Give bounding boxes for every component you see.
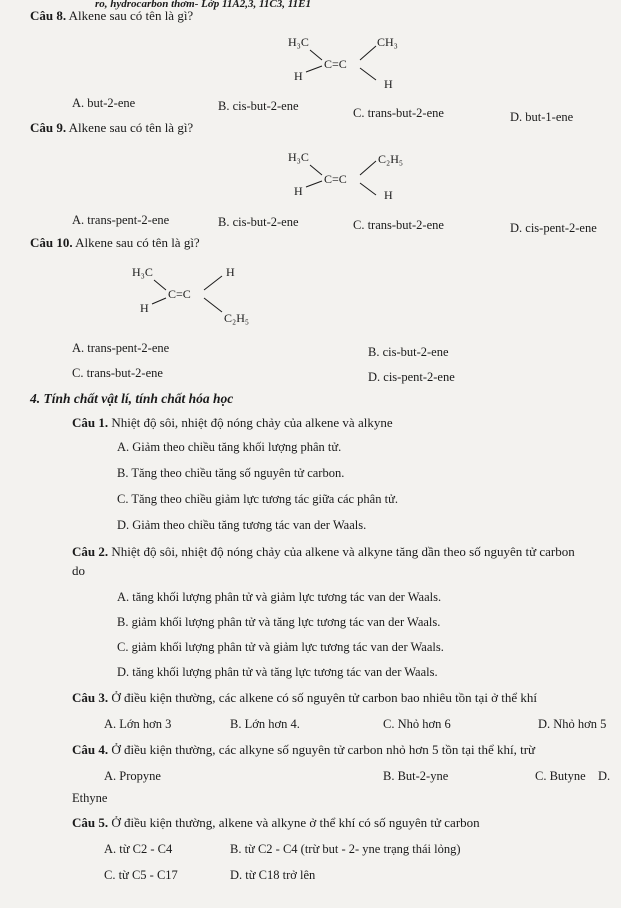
p-question-4-text: Ở điều kiện thường, các alkyne số nguyên tử carbon nhỏ hơn 5 tồn tại thể khí, trừ bbox=[111, 742, 536, 757]
p-question-5-title bbox=[72, 815, 480, 831]
q8-group-top-left: H₃C bbox=[288, 35, 309, 49]
q10-option-b[interactable]: B. cis-but-2-ene bbox=[368, 345, 449, 359]
q9-group-bottom-right: H bbox=[384, 188, 393, 202]
p3-option-c[interactable]: C. Nhỏ hơn 6 bbox=[383, 717, 451, 731]
p2-option-d[interactable]: D. tăng khối lượng phân tử và tăng lực tương tác van der Waals. bbox=[117, 665, 438, 679]
question-9-title bbox=[30, 120, 193, 136]
question-10-title bbox=[30, 235, 200, 251]
q10-double-bond: C=C bbox=[168, 287, 191, 301]
p4-option-c[interactable]: C. Butyne bbox=[535, 769, 586, 783]
question-8-title bbox=[30, 8, 193, 24]
p-question-2-text: Nhiệt độ sôi, nhiệt độ nóng chảy của alkene và alkyne tăng dần theo số nguyên tử carbon bbox=[111, 544, 575, 559]
p4-option-d-wrap[interactable]: Ethyne bbox=[72, 791, 108, 805]
p1-option-d[interactable]: D. Giảm theo chiều tăng tương tác van der Waals. bbox=[117, 518, 367, 532]
question-8-text: Alkene sau có tên là gì? bbox=[68, 8, 194, 23]
p4-option-b[interactable]: B. But-2-yne bbox=[383, 769, 449, 783]
section-heading: 4. Tính chất vật lí, tính chất hóa học bbox=[30, 391, 234, 406]
q9-option-c[interactable]: C. trans-but-2-ene bbox=[353, 218, 444, 232]
p3-option-d[interactable]: D. Nhỏ hơn 5 bbox=[538, 717, 607, 731]
p-question-1-label: Câu 1. bbox=[72, 415, 109, 430]
q9-group-top-right: C₂H₅ bbox=[378, 152, 404, 166]
p-question-1-title bbox=[72, 415, 393, 431]
p-question-4-label: Câu 4. bbox=[72, 742, 109, 757]
q8-group-bottom-left: H bbox=[294, 69, 303, 83]
p2-option-b[interactable]: B. giảm khối lượng phân tử và tăng lực tương tác van der Waals. bbox=[117, 615, 441, 629]
p-question-4-title bbox=[72, 742, 535, 758]
q8-option-d[interactable]: D. but-1-ene bbox=[510, 110, 574, 124]
q8-group-bottom-right: H bbox=[384, 77, 393, 91]
p-question-3-text: Ở điều kiện thường, các alkene có số nguyên tử carbon bao nhiêu tồn tại ở thể khí bbox=[111, 690, 538, 705]
p4-option-d[interactable]: D. bbox=[598, 769, 611, 783]
p1-option-c[interactable]: C. Tăng theo chiều giảm lực tương tác giữa các phân tử. bbox=[117, 492, 398, 506]
question-9-label: Câu 9. bbox=[30, 120, 67, 135]
q9-option-a[interactable]: A. trans-pent-2-ene bbox=[72, 213, 170, 227]
q8-option-c[interactable]: C. trans-but-2-ene bbox=[353, 106, 444, 120]
p-question-5-label: Câu 5. bbox=[72, 815, 109, 830]
p4-option-a[interactable]: A. Propyne bbox=[104, 769, 161, 783]
p5-option-b[interactable]: B. từ C2 - C4 (trừ but - 2- yne trạng thái lỏng) bbox=[230, 842, 461, 856]
p5-option-d[interactable]: D. từ C18 trở lên bbox=[230, 868, 316, 882]
q10-group-bottom-right: C₂H₅ bbox=[224, 311, 250, 325]
q8-group-top-right: CH₃ bbox=[377, 35, 398, 49]
q9-option-d[interactable]: D. cis-pent-2-ene bbox=[510, 221, 597, 235]
p-question-5-text: Ở điều kiện thường, alkene và alkyne ở thể khí có số nguyên tử carbon bbox=[111, 815, 480, 830]
question-9-text: Alkene sau có tên là gì? bbox=[68, 120, 194, 135]
question-10-text: Alkene sau có tên là gì? bbox=[75, 235, 200, 250]
p-question-2-title bbox=[72, 544, 575, 560]
page-header: ro, hydrocarbon thơm- Lớp 11A2,3, 11C3, 11E1 bbox=[95, 0, 311, 10]
q9-structure bbox=[272, 143, 432, 211]
q10-group-top-right: H bbox=[226, 265, 235, 279]
p2-option-c[interactable]: C. giảm khối lượng phân tử và giảm lực tương tác van der Waals. bbox=[117, 640, 444, 654]
p5-option-c[interactable]: C. từ C5 - C17 bbox=[104, 868, 178, 882]
q9-group-top-left: H₃C bbox=[288, 150, 309, 164]
q10-option-a[interactable]: A. trans-pent-2-ene bbox=[72, 341, 170, 355]
q9-option-b[interactable]: B. cis-but-2-ene bbox=[218, 215, 299, 229]
p3-option-a[interactable]: A. Lớn hơn 3 bbox=[104, 717, 172, 731]
p-question-2-label: Câu 2. bbox=[72, 544, 109, 559]
p-question-2-text-wrap: do bbox=[72, 563, 85, 578]
p3-option-b[interactable]: B. Lớn hơn 4. bbox=[230, 717, 300, 731]
q8-double-bond: C=C bbox=[324, 57, 347, 71]
q9-double-bond: C=C bbox=[324, 172, 347, 186]
q10-structure bbox=[118, 258, 278, 330]
q10-option-d[interactable]: D. cis-pent-2-ene bbox=[368, 370, 455, 384]
q10-group-top-left: H₃C bbox=[132, 265, 153, 279]
p2-option-a[interactable]: A. tăng khối lượng phân tử và giảm lực tương tác van der Waals. bbox=[117, 590, 442, 604]
q10-group-bottom-left: H bbox=[140, 301, 149, 315]
question-8-label: Câu 8. bbox=[30, 8, 67, 23]
q8-option-b[interactable]: B. cis-but-2-ene bbox=[218, 99, 299, 113]
p-question-3-title bbox=[72, 690, 537, 706]
p1-option-b[interactable]: B. Tăng theo chiều tăng số nguyên tử carbon. bbox=[117, 466, 345, 480]
question-10-label: Câu 10. bbox=[30, 235, 73, 250]
p1-option-a[interactable]: A. Giảm theo chiều tăng khối lượng phân tử. bbox=[117, 440, 342, 454]
p5-option-a[interactable]: A. từ C2 - C4 bbox=[104, 842, 173, 856]
p-question-1-text: Nhiệt độ sôi, nhiệt độ nóng chảy của alkene và alkyne bbox=[111, 415, 393, 430]
q8-option-a[interactable]: A. but-2-ene bbox=[72, 96, 136, 110]
q10-option-c[interactable]: C. trans-but-2-ene bbox=[72, 366, 163, 380]
q9-group-bottom-left: H bbox=[294, 184, 303, 198]
p-question-3-label: Câu 3. bbox=[72, 690, 109, 705]
q8-structure bbox=[272, 28, 422, 96]
